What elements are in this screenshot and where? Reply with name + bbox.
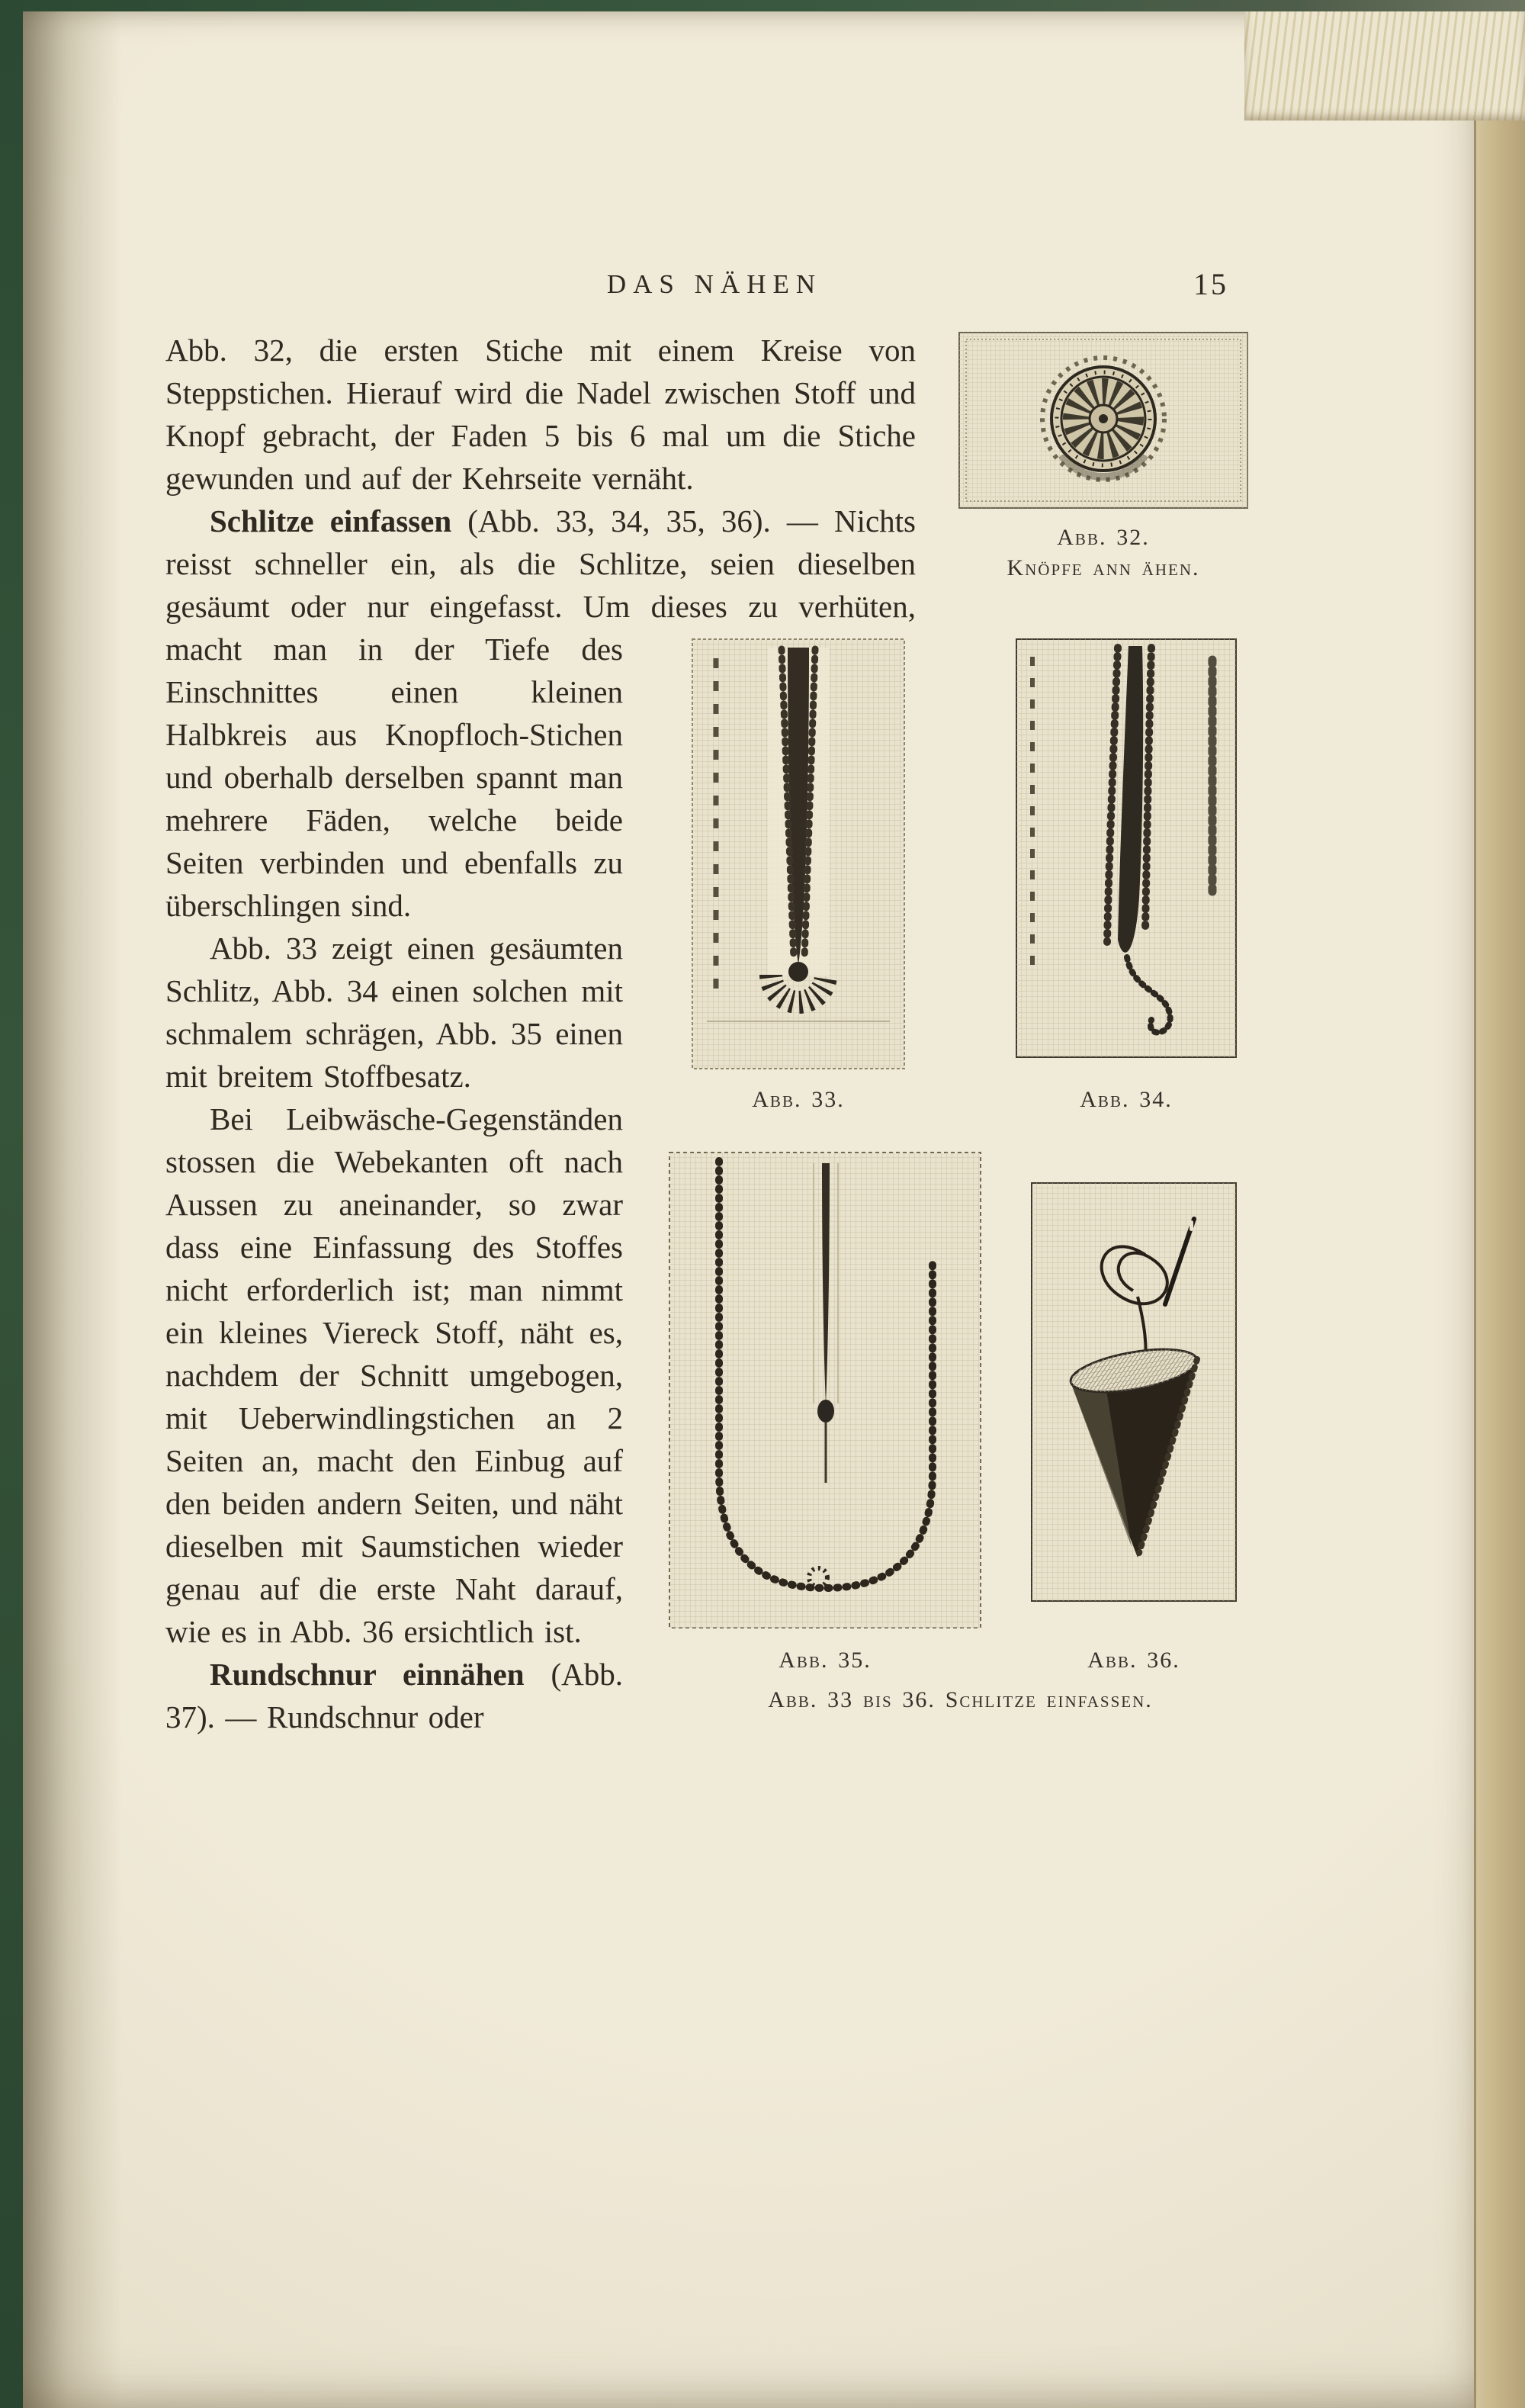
paragraph-1-text: Abb. 32, die ersten Stiche mit einem Kreise von Steppstichen. Hierauf wird die Nadel zwischen Stoff und Knopf gebracht, der Faden 5 bis 6 mal um die Stiche gewunden und auf der Kehrseite vernäht.	[165, 333, 916, 496]
figure-34-caption: Abb. 34.	[1080, 1087, 1173, 1112]
figure-36	[1031, 1182, 1237, 1676]
paragraph-3-text: Abb. 33 zeigt einen gesäumten Schlitz, Abb. 34 einen solchen mit schmalem schrägen, Abb. 35 einen mit breitem Stoffbesatz.	[165, 931, 623, 1094]
hemmed-slit-engraving	[692, 638, 905, 1069]
figure-35-caption: Abb. 35.	[779, 1648, 872, 1673]
paragraph-2-lead: (Abb. 33, 34, 35, 36). — Nichts reisst schneller ein, als die Schlitze, seien dieselben gesäumt oder	[165, 503, 917, 624]
slit-narrow-facing-engraving	[1016, 638, 1237, 1058]
figures-33-36-block	[657, 638, 1263, 1715]
run-in-heading-rundschnur: Rundschnur einnähen	[210, 1657, 525, 1692]
book-binding-left-edge	[0, 0, 23, 2408]
page-content	[165, 269, 1263, 1738]
figure-row-top	[657, 638, 1263, 1115]
figure-row-bottom	[657, 1152, 1263, 1676]
figure-36-caption: Abb. 36.	[1087, 1648, 1180, 1673]
paragraph-5-text: (Abb. 37). — Rundschnur oder	[165, 1657, 624, 1734]
book-page	[23, 11, 1476, 2408]
paragraph-2-rest: nur eingefasst. Um dieses zu verhüten, macht man in der Tiefe des Einschnittes einen kleinen Halbkreis aus Knopfloch-Stichen und oberhalb derselben spannt man mehrere Fäden, welche beide Seiten verbinden und ebenfalls zu überschlingen sind.	[165, 589, 916, 923]
slit-wide-facing-engraving	[669, 1152, 981, 1628]
figure-32	[943, 332, 1263, 584]
figure-33-caption: Abb. 33.	[752, 1087, 845, 1112]
figure-32-subcaption: Knöpfe ann ähen.	[1006, 555, 1200, 580]
figure-32-caption: Abb. 32.	[1057, 525, 1150, 550]
paragraph-4-text: Bei Leibwäsche-Gegenständen stossen die Webekanten oft nach Aussen zu aneinander, so zwar dass eine Einfassung des Stoffes nicht erforderlich ist; man nimmt ein kleines Viereck Stoff, näht es, nachdem der Schnitt umgebogen, mit Ueberwindlingstichen an 2 Seiten an, macht den Einbug auf den beiden andern Seiten, und näht dieselben mit Saumstichen wieder genau auf die erste Naht darauf, wie es in Abb. 36 ersichtlich ist.	[165, 1101, 623, 1649]
page-stack-top-right	[1244, 0, 1525, 121]
page-number: 15	[1193, 267, 1228, 301]
figure-33	[692, 638, 905, 1115]
book-binding-top-edge	[0, 0, 1525, 11]
running-head-title: DAS NÄHEN	[606, 269, 823, 299]
page-block-right-edge	[1474, 0, 1525, 2408]
button-sewing-engraving	[958, 332, 1248, 509]
figure-35	[669, 1152, 981, 1676]
body-text	[165, 329, 1263, 1738]
figures-group-caption: Abb. 33 bis 36. Schlitze einfassen.	[768, 1687, 1153, 1712]
figure-34	[1016, 638, 1237, 1115]
running-head	[165, 269, 1263, 329]
run-in-heading-schlitze: Schlitze einfassen	[210, 503, 452, 539]
fabric-corner-needle-engraving	[1031, 1182, 1237, 1602]
